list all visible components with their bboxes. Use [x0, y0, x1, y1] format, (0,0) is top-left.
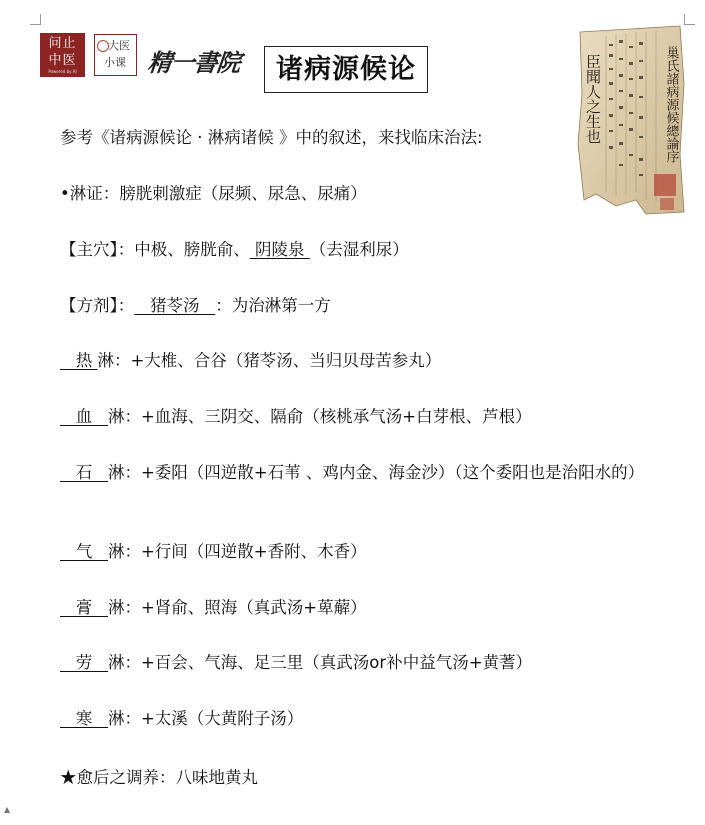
fangji-suffix: ：为治淋第一方: [215, 296, 331, 315]
logo-text: 中医: [48, 53, 77, 68]
lin-type-line: [60, 406, 532, 428]
book-side-text: 臣聞人之生也: [584, 54, 602, 144]
lin-type-text: 淋：+大椎、合谷（猪苓汤、当归贝母苦参丸）: [97, 351, 442, 370]
lin-type-line: [60, 708, 303, 730]
zhuxue-line: [60, 239, 409, 261]
fangji-line: [60, 295, 331, 317]
book-title-text: 巢氏諸病源候總論序: [663, 46, 679, 163]
page-corner-mark: [30, 14, 41, 25]
footer-note: ★愈后之调养：八味地黄丸: [60, 768, 258, 787]
lin-type-fill: 石: [60, 463, 108, 482]
lin-type-line: [60, 541, 367, 563]
lin-type-text: 淋：+肾俞、照海（真武汤+萆薢）: [107, 598, 367, 617]
paragraph-mark-icon: ▲: [4, 805, 11, 814]
zhuxue-prefix: 【主穴】：中极、膀胱俞、: [60, 240, 250, 259]
lin-type-fill: 劳: [60, 653, 108, 672]
intro-text: 参考《诸病源候论 · 淋病诸候 》中的叙述，来找临床治法:: [60, 128, 483, 147]
lin-type-text: 淋：+百会、气海、足三里（真武汤or补中益气汤+黄蓍）: [107, 653, 533, 672]
dayi-xiaoke-logo: [94, 34, 137, 76]
red-seal-icon: [654, 174, 676, 196]
lin-type-fill: 热: [60, 351, 98, 370]
lin-type-text: 淋：+行间（四逆散+香附、木香）: [107, 542, 367, 561]
zheng-line: •淋证：膀胱刺激症（尿频、尿急、尿痛）: [60, 184, 367, 203]
jingyi-calligraphy-logo: 精一書院: [146, 48, 242, 77]
lin-type-fill: 血: [60, 407, 108, 426]
logo-text: 小课: [104, 56, 126, 69]
red-seal-icon: [660, 198, 674, 210]
lin-type-fill: 气: [60, 542, 108, 561]
zhuxue-suffix: （去湿利尿）: [309, 240, 409, 259]
logo-tagline: Powered by AI: [48, 69, 77, 74]
fangji-fill: 猪苓汤: [134, 296, 216, 315]
ancient-book-image: [576, 24, 686, 216]
lin-type-line: [60, 597, 367, 619]
lin-type-text: 淋：+太溪（大黄附子汤）: [107, 709, 304, 728]
logo-text: 大医: [108, 39, 130, 52]
lin-type-line: [60, 350, 441, 372]
lin-type-fill: 寒: [60, 709, 108, 728]
page-title: 诸病源候论: [264, 46, 428, 93]
lin-type-line: [60, 462, 682, 484]
logo-text: 问止: [48, 36, 77, 51]
zhuxue-fill: 阴陵泉: [249, 240, 310, 259]
lin-type-fill: 膏: [60, 598, 108, 617]
wenzhi-logo: [40, 33, 85, 77]
lin-type-text: 淋：+委阳（四逆散+石苇 、鸡内金、海金沙）（这个委阳也是治阳水的）: [107, 463, 645, 482]
lin-type-line: [60, 652, 532, 674]
fangji-prefix: 【方剂】：: [60, 296, 135, 315]
lin-type-text: 淋：+血海、三阴交、隔俞（核桃承气汤+白芽根、芦根）: [107, 407, 532, 426]
